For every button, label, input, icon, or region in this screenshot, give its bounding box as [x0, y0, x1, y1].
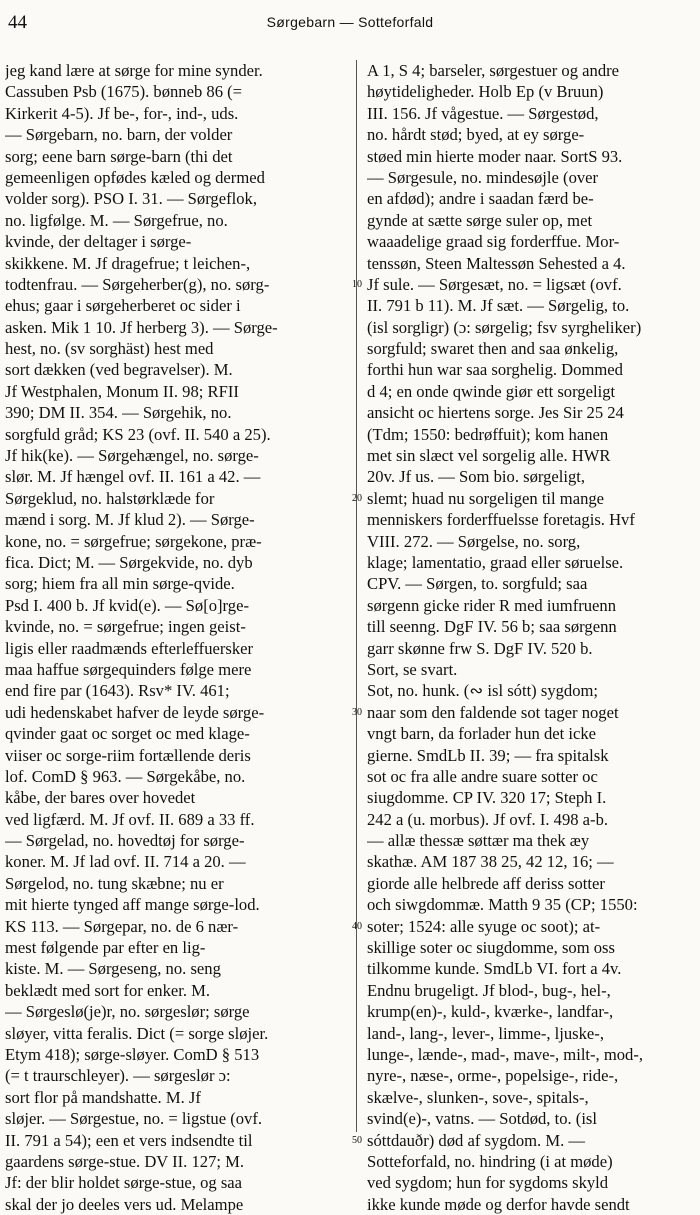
text-line: jeg kand lære at sørge for mine synder. — [5, 61, 263, 80]
text-line: sot oc fra alle andre suare sotter oc — [367, 766, 598, 786]
text-line: — Sørgelad, no. hovedtøj for sørge- — [5, 831, 245, 851]
text-line: støed min hierte moder naar. SortS 93. — [367, 146, 623, 166]
text-line: mænd i sorg. M. Jf klud 2). — Sørge- — [5, 510, 255, 530]
text-line: II. 791 a 54); een et vers indsendte til — [5, 1130, 253, 1150]
text-line: lunge-, lænde-, mad-, mave-, milt-, mod-, — [367, 1044, 644, 1064]
text-line: Jf sule. — Sørgesæt, no. = ligsæt (ovf. — [367, 274, 622, 294]
text-line: asken. Mik 1 10. Jf herberg 3). — Sørge- — [5, 317, 278, 337]
text-line: (= t traurschleyer). — sørgeslør ɔ: — [5, 1066, 231, 1086]
text-line: skikkene. M. Jf dragefrue; t leichen-, — [5, 253, 251, 273]
text-line: ved sygdom; hun for sygdoms skyld — [367, 1173, 609, 1193]
text-line: ligis eller raadmænds efterleffuersker — [5, 638, 254, 658]
text-line: sorgfuld gråd; KS 23 (ovf. II. 540 a 25). — [5, 424, 271, 444]
line-number: 10 — [352, 279, 362, 290]
text-line: land-, lang-, lever-, limme-, ljuske-, — [367, 1023, 604, 1043]
text-line: CPV. — Sørgen, to. sorgfuld; saa — [367, 574, 588, 594]
running-head: Sørgebarn — Sotteforfald — [266, 14, 434, 30]
text-line: III. 156. Jf vågestue. — Sørgestød, — [367, 103, 599, 123]
text-line: en afdød); andre i saadan færd be- — [367, 189, 594, 209]
text-line: nyre-, næse-, orme-, popelsige-, ride-, — [367, 1066, 619, 1086]
text-line: waaadelige graad sig forderffue. Mor- — [367, 232, 620, 252]
text-line: sorgfuld; swaret then and saa ønkelig, — [367, 339, 619, 359]
line-number: 30 — [352, 707, 362, 718]
text-line: — Sørgebarn, no. barn, der volder — [5, 125, 233, 145]
text-line: udi hedenskabet hafver de leyde sørge- — [5, 702, 265, 722]
text-line: till seenng. DgF IV. 56 b; saa sørgenn — [367, 617, 617, 637]
text-line: beklædt med sort for enker. M. — [5, 980, 211, 1000]
text-line: krump(en)-, kuld-, kværke-, landfar-, — [367, 1002, 614, 1022]
text-line: ansicht oc hiertens sorge. Jes Sir 25 24 — [367, 403, 624, 423]
text-line: skal der jo deeles vers ud. Melampe — [5, 1194, 244, 1214]
text-line: gemeenligen opfødes kæled og dermed — [5, 167, 265, 187]
text-line: — allæ thessæ søttær ma thek æy — [367, 831, 590, 851]
text-line: ved ligfærd. M. Jf ovf. II. 689 a 33 ff. — [5, 809, 255, 829]
text-line: menniskers forderffuelsse foretagis. Hvf — [367, 510, 635, 530]
text-line: Jf Westphalen, Monum II. 98; RFII — [5, 381, 239, 401]
text-line: mit hierte tynged aff mange sørge-lod. — [5, 895, 260, 915]
column-divider — [356, 60, 357, 1132]
text-line: kiste. M. — Sørgeseng, no. seng — [5, 959, 221, 979]
text-line: skathæ. AM 187 38 25, 42 12, 16; — — [367, 852, 614, 872]
text-line: — Sørgeslø(je)r, no. sørgeslør; sørge — [5, 1002, 250, 1022]
text-line: d 4; en onde qwinde giør ett sorgeligt — [367, 381, 616, 401]
text-line: sløjer. — Sørgestue, no. = ligstue (ovf. — [5, 1109, 263, 1129]
text-line: viiser oc sorge-riim fortællende deris — [5, 745, 251, 765]
text-line: kvinde, der deltager i sørge- — [5, 232, 192, 252]
text-line: Jf hik(ke). — Sørgehængel, no. sørge- — [5, 446, 259, 466]
text-line: sort flor på mandshatte. M. Jf — [5, 1087, 201, 1107]
text-line: kåbe, der bares over hovedet — [5, 788, 196, 808]
text-line: kone, no. = sørgefrue; sørgekone, præ- — [5, 531, 262, 551]
text-line: 390; DM II. 354. — Sørgehik, no. — [5, 403, 232, 423]
text-line: sørgenn gicke rider R med iumfruenn — [367, 595, 616, 615]
text-line: Psd I. 400 b. Jf kvid(e). — Sø[o]rge- — [5, 595, 249, 615]
text-line: volder sorg). PSO I. 31. — Sørgeflok, — [5, 189, 257, 209]
text-line: vngt barn, da forlader hun det icke — [367, 724, 596, 744]
text-line: II. 791 b 11). M. Jf sæt. — Sørgelig, to. — [367, 296, 630, 316]
text-line: (isl sorgligr) (ɔ: sørgelig; fsv syrgheliker) — [367, 317, 642, 337]
text-line: tilkomme kunde. SmdLb VI. fort a 4v. — [367, 959, 622, 979]
left-column — [5, 60, 347, 1215]
text-line: fica. Dict; M. — Sørgekvide, no. dyb — [5, 552, 253, 572]
line-number: 50 — [352, 1135, 362, 1146]
text-line: lof. ComD § 963. — Sørgekåbe, no. — [5, 766, 246, 786]
text-line: — Sørgesule, no. mindesøjle (over — [367, 167, 599, 187]
text-line: siugdomme. CP IV. 320 17; Steph I. — [367, 788, 607, 808]
text-line: giorde alle helbrede aff deriss sotter — [367, 873, 605, 893]
text-line: sorg; eene barn sørge-barn (thi det — [5, 146, 233, 166]
page-header — [6, 10, 694, 36]
text-line: todtenfrau. — Sørgeherber(g), no. sørg- — [5, 274, 270, 294]
text-line: sort dækken (ved begravelser). M. — [5, 360, 233, 380]
text-line: naar som den faldende sot tager noget — [367, 702, 619, 722]
line-number: 20 — [352, 493, 362, 504]
text-line: Sørgelod, no. tung skæbne; nu er — [5, 873, 224, 893]
text-line: hest, no. (sv sorghäst) hest med — [5, 339, 214, 359]
text-line: skælve-, slunken-, sove-, spitals-, — [367, 1087, 589, 1107]
line-number: 40 — [352, 921, 362, 932]
text-line: garr skønne frw S. DgF IV. 520 b. — [367, 638, 593, 658]
text-line: (Tdm; 1550: bedrøffuit); kom hanen — [367, 424, 609, 444]
text-line: Sot, no. hunk. (∾ isl sótt) sygdom; — [367, 681, 599, 701]
page-number: 44 — [8, 12, 27, 33]
text-line: met sin slæct vel sorgelig alle. HWR — [367, 446, 611, 466]
text-line: klage; lamentatio, graad eller søruelse. — [367, 552, 624, 572]
text-line: KS 113. — Sørgepar, no. de 6 nær- — [5, 916, 239, 936]
text-line: Sørgeklud, no. halstørklæde for — [5, 488, 215, 508]
text-line: Jf: der blir holdet sørge-stue, og saa — [5, 1173, 243, 1193]
text-line: Cassuben Psb (1675). bønneb 86 (= — [5, 82, 243, 102]
text-line: A 1, S 4; barseler, sørgestuer og andre — [367, 61, 620, 80]
text-line: maa haffue sørgequinders følge mere — [5, 659, 252, 679]
text-line: gaardens sørge-stue. DV II. 127; M. — [5, 1151, 245, 1171]
text-line: skillige soter oc siugdomme, som oss — [367, 938, 615, 958]
text-line: mest følgende par efter en lig- — [5, 938, 206, 958]
text-line: slør. M. Jf hængel ovf. II. 161 a 42. — — [5, 467, 261, 487]
text-line: gynde at sætte sørge suler op, met — [367, 210, 593, 230]
right-column — [367, 60, 697, 1215]
text-line: Sort, se svart. — [367, 659, 458, 679]
text-line: qvinder gaat oc sorget oc med klage- — [5, 724, 250, 744]
text-line: Etym 418); sørge-sløyer. ComD § 513 — [5, 1044, 260, 1064]
text-line: VIII. 272. — Sørgelse, no. sorg, — [367, 531, 581, 551]
text-line: koner. M. Jf lad ovf. II. 714 a 20. — — [5, 852, 246, 872]
text-line: 242 a (u. morbus). Jf ovf. I. 498 a-b. — [367, 809, 609, 829]
text-line: Sotteforfald, no. hindring (i at møde) — [367, 1151, 613, 1171]
text-line: forthi hun war saa sorghelig. Dommed — [367, 360, 623, 380]
text-line: gierne. SmdLb II. 39; — fra spitalsk — [367, 745, 609, 765]
text-line: no. ligfølge. M. — Sørgefrue, no. — [5, 210, 228, 230]
text-line: tenssøn, Steen Maltessøn Sehested a 4. — [367, 253, 626, 273]
text-line: soter; 1524: alle syuge oc soot); at- — [367, 916, 601, 936]
text-line: sorg; hiem fra all min sørge-qvide. — [5, 574, 235, 594]
text-line: ikke kunde møde og derfor havde sendt — [367, 1194, 630, 1214]
text-line: ehus; gaar i sørgeherberet oc sider i — [5, 296, 241, 316]
text-line: 20v. Jf us. — Som bio. sørgeligt, — [367, 467, 586, 487]
text-line: Kirkerit 4-5). Jf be-, for-, ind-, uds. — [5, 103, 239, 123]
text-line: sløyer, vitta feralis. Dict (= sorge sløjer. — [5, 1023, 269, 1043]
text-line: høytideligheder. Holb Ep (v Bruun) — [367, 82, 604, 102]
text-line: och siwgdommæ. Matth 9 35 (CP; 1550: — [367, 895, 638, 915]
text-line: slemt; huad nu sorgeligen til mange — [367, 488, 605, 508]
text-line: end fire par (1643). Rsv* IV. 461; — [5, 681, 230, 701]
text-line: kvinde, no. = sørgefrue; ingen geist- — [5, 617, 246, 637]
text-line: no. hårdt stød; byed, at ey sørge- — [367, 125, 585, 145]
text-line: svind(e)-, vatns. — Sotdød, to. (isl — [367, 1109, 597, 1129]
text-line: sóttdauðr) død af sygdom. M. — — [367, 1130, 586, 1150]
text-line: Endnu brugeligt. Jf blod-, bug-, hel-, — [367, 980, 611, 1000]
